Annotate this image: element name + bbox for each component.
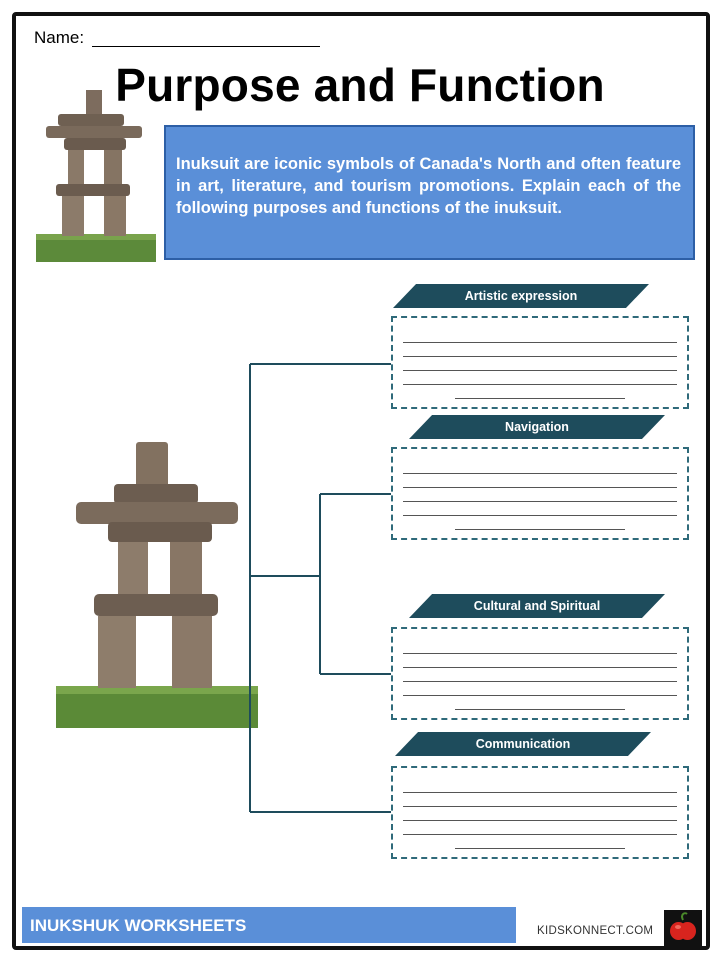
logo-box	[664, 910, 702, 946]
section-banner-artistic-expression	[393, 284, 649, 308]
page-title: Purpose and Function	[115, 59, 605, 111]
instructions-box: Inuksuit are iconic symbols of Canada's North and often feature in art, literature, and tourism promotions. Explain each of the following purposes and functions of the inuksuit.	[164, 125, 695, 260]
section-label: Artistic expression	[464, 289, 578, 303]
section-banner-cultural-and-spiritual	[409, 594, 665, 618]
section-label: Navigation	[505, 420, 569, 434]
apple-icon	[664, 910, 702, 946]
section-banner-navigation	[409, 415, 665, 439]
answer-box-navigation[interactable]	[391, 447, 689, 540]
answer-box-cultural-and-spiritual[interactable]	[391, 627, 689, 720]
footer-title: INUKSHUK WORKSHEETS	[30, 916, 247, 935]
section-banner-communication	[395, 732, 651, 756]
footer-site: KIDSKONNECT.COM	[537, 925, 654, 937]
answer-box-artistic-expression[interactable]	[391, 316, 689, 409]
section-label: Cultural and Spiritual	[473, 599, 601, 613]
answer-box-communication[interactable]	[391, 766, 689, 859]
name-label: Name:	[34, 28, 85, 47]
section-label: Communication	[475, 737, 571, 751]
